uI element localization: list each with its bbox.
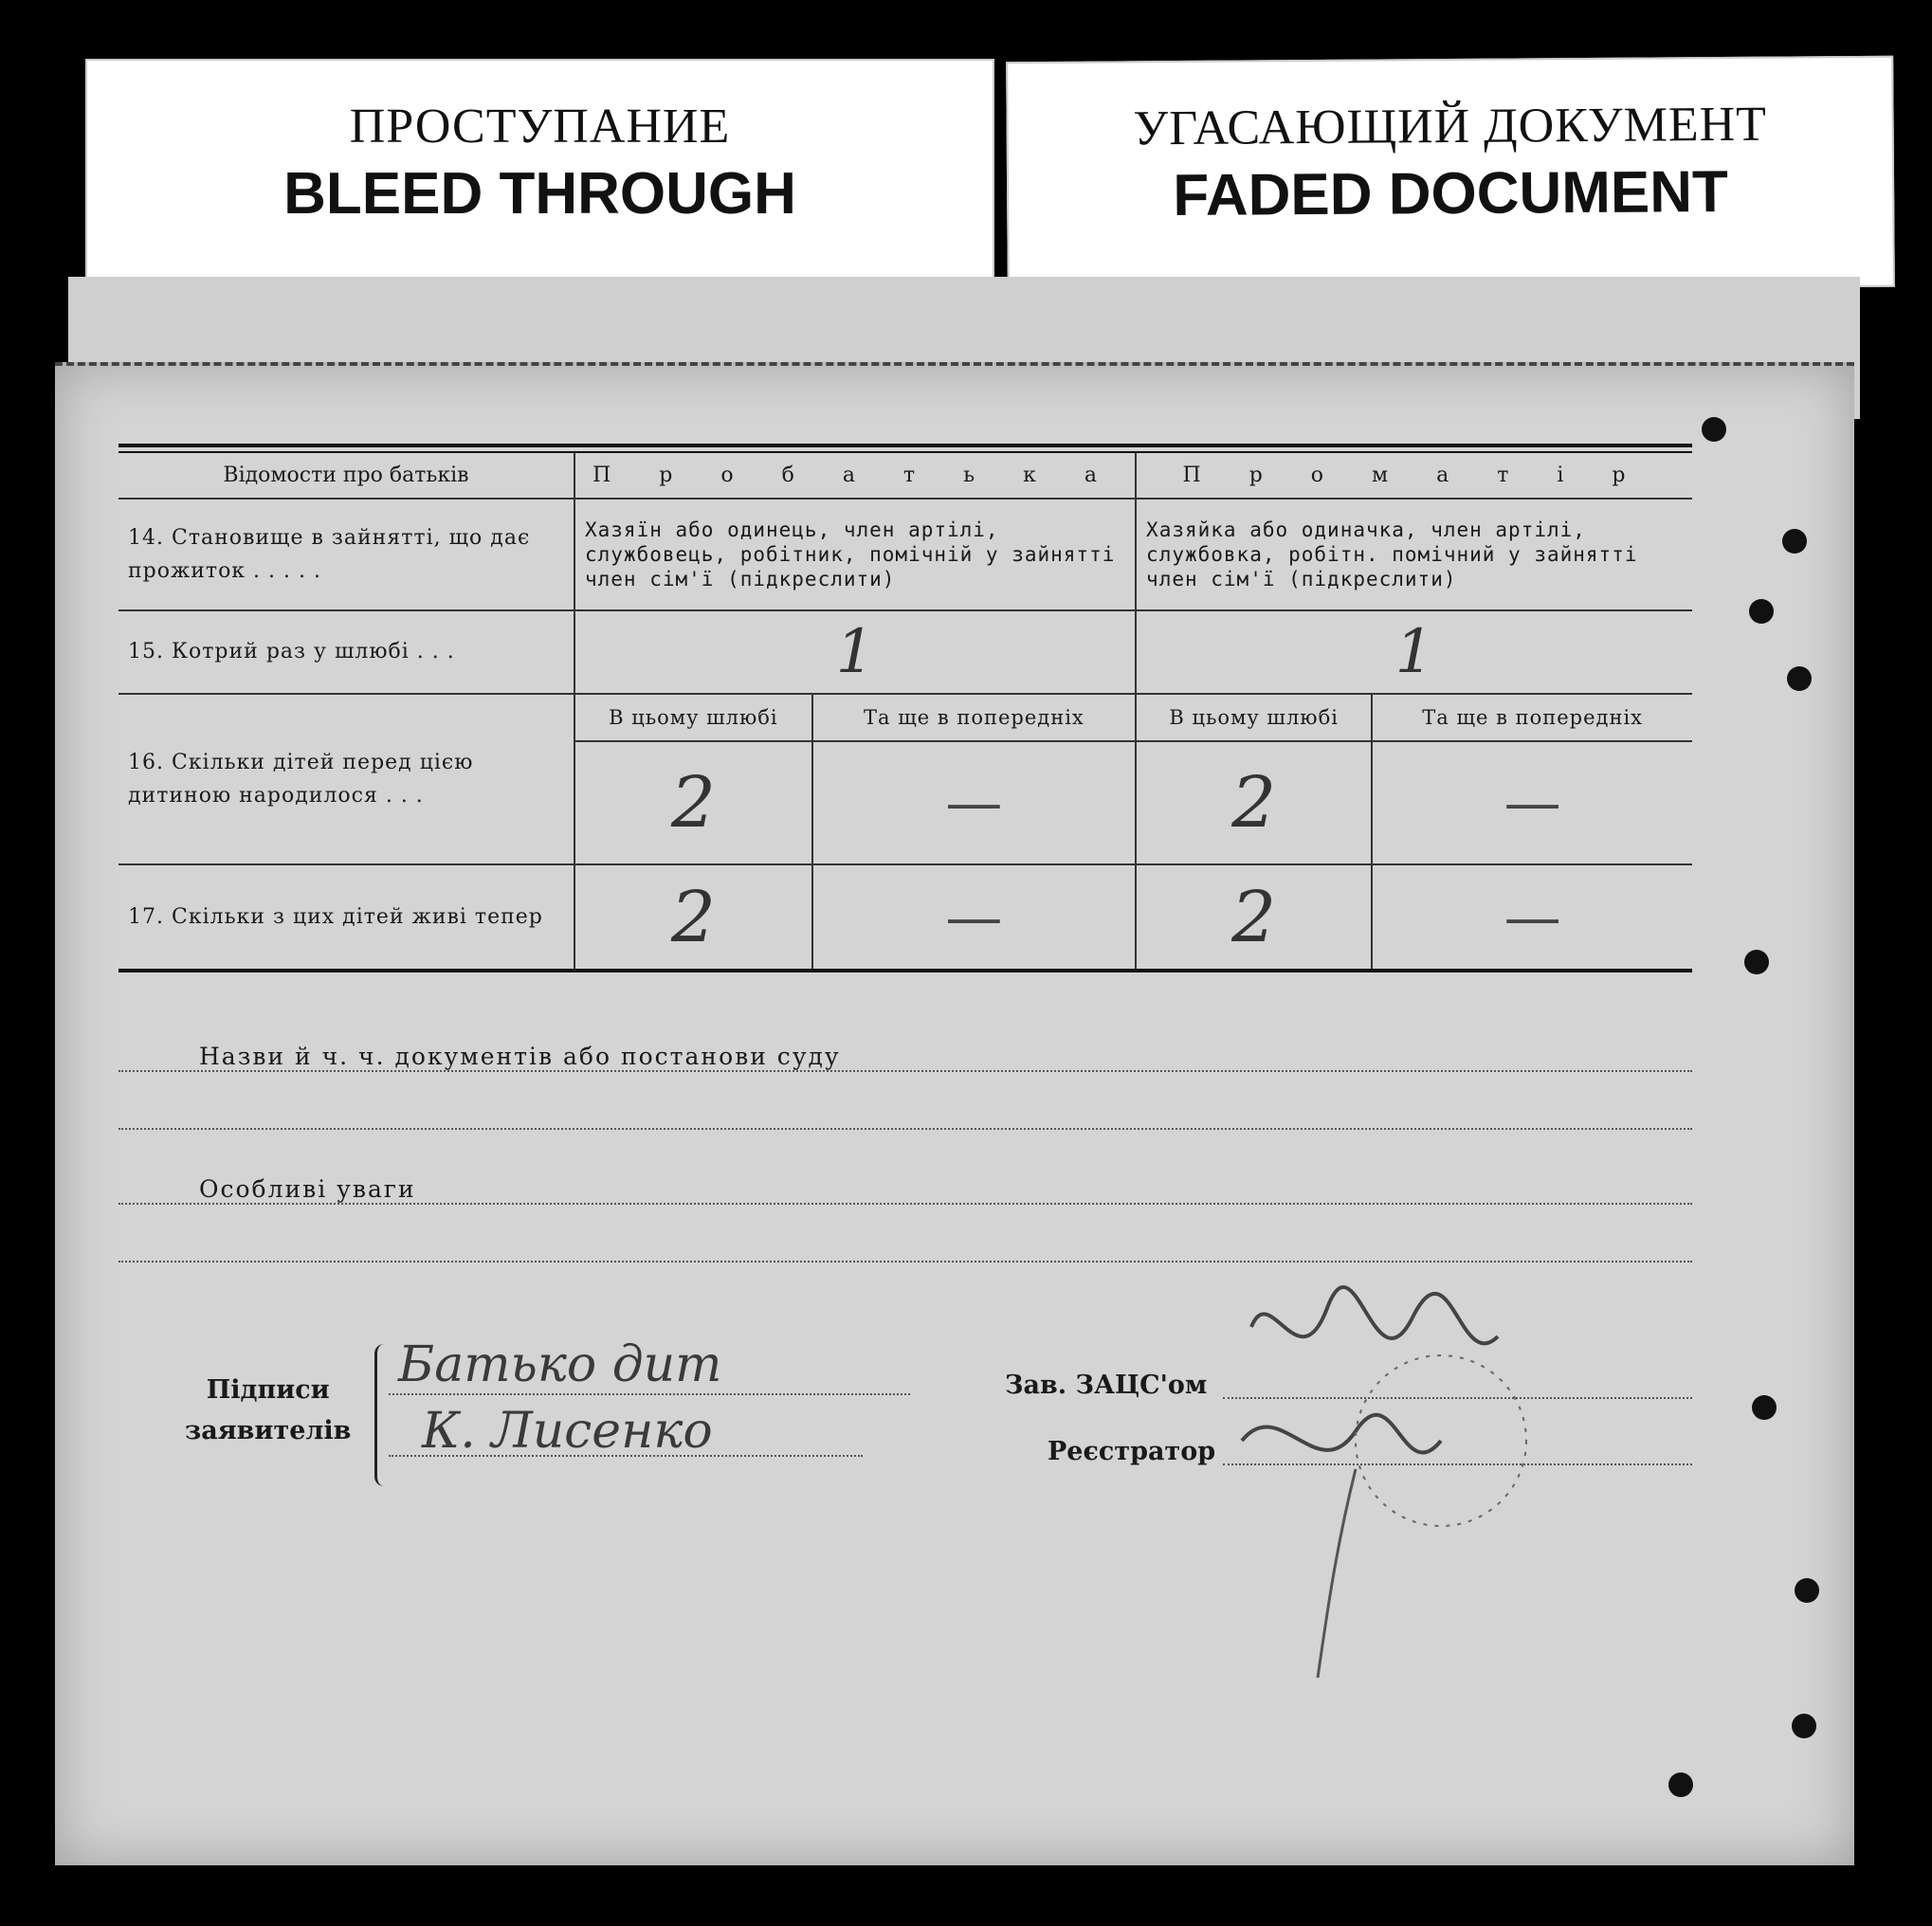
q16-father-this: 2 [574, 741, 812, 864]
applicants-label-1: Підписи [206, 1375, 330, 1405]
label-ru: УГАСАЮЩИЙ ДОКУМЕНТ [1133, 97, 1768, 156]
label-en: FADED DOCUMENT [1173, 158, 1729, 229]
q16-father-prev: — [812, 741, 1136, 864]
punch-hole [1749, 599, 1774, 624]
punch-hole [1792, 1714, 1816, 1738]
q17-father-this: 2 [574, 864, 812, 971]
registrar-label: Реєстратор [1048, 1437, 1216, 1466]
sub-father-this: В цьому шлюбі [574, 694, 812, 741]
label-en: BLEED THROUGH [283, 161, 796, 227]
header-father: П р о б а т ь к а [574, 453, 1136, 499]
q14-father-options: Хазяїн або одинець, член артілі, службовець, робітник, помічній у зайнятті член сім'ї (підкреслити) [574, 499, 1136, 610]
applicants-brace [374, 1344, 389, 1486]
punch-hole [1782, 529, 1807, 554]
applicants-label-2: заявителів [185, 1416, 352, 1446]
applicant-signature-2: К. Лисенко [422, 1403, 713, 1460]
applicants-label [185, 1370, 351, 1451]
question-15: 15. Котрий раз у шлюбі . . . [118, 610, 574, 694]
documents-line-2 [118, 1099, 1692, 1130]
q14-mother-options: Хазяйка або одиначка, член артілі, службовка, робітн. помічний у зайнятті член сім'ї (підкреслити) [1136, 499, 1692, 610]
applicant-line-1 [389, 1393, 910, 1395]
punch-hole [1744, 950, 1769, 974]
perforation-line [55, 362, 1854, 366]
remarks-label: Особливі уваги [199, 1175, 416, 1203]
remarks-line [118, 1175, 1692, 1205]
label-ru: ПРОСТУПАНИЕ [349, 100, 731, 154]
label-card-bleed-through [85, 59, 994, 281]
punch-hole [1795, 1578, 1819, 1603]
applicant-signature-1: Батько дит [398, 1336, 722, 1393]
table-top-rule [118, 444, 1692, 453]
header-mother: П р о м а т і р [1136, 453, 1692, 499]
header-info: Відомости про батьків [118, 453, 574, 499]
punch-hole [1787, 666, 1812, 691]
sub-mother-prev: Та ще в попередніх [1372, 694, 1692, 741]
parents-table [118, 444, 1692, 972]
question-17: 17. Скільки з цих дітей живі тепер [118, 864, 574, 971]
punch-hole [1668, 1772, 1693, 1797]
q16-mother-prev: — [1372, 741, 1692, 864]
label-card-faded-document [1006, 56, 1895, 294]
q17-mother-this: 2 [1136, 864, 1372, 971]
documents-label: Назви й ч. ч. документів або постанови суду [199, 1043, 841, 1070]
q17-mother-prev: — [1372, 864, 1692, 971]
question-16: 16. Скільки дітей перед цією дитиною народилося . . . [118, 694, 574, 864]
documents-line [118, 1043, 1692, 1072]
question-14: 14. Становище в зайнятті, що дає прожиток . . . . . [118, 499, 574, 610]
sub-father-prev: Та ще в попередніх [812, 694, 1136, 741]
q16-mother-this: 2 [1136, 741, 1372, 864]
q15-father-value: 1 [574, 610, 1136, 694]
punch-hole [1702, 417, 1726, 442]
head-label: Зав. ЗАЦС'ом [1005, 1371, 1208, 1400]
official-signature-stamp [1213, 1204, 1612, 1697]
q15-mother-value: 1 [1136, 610, 1692, 694]
sub-mother-this: В цьому шлюбі [1136, 694, 1372, 741]
q17-father-prev: — [812, 864, 1136, 971]
punch-hole [1752, 1395, 1777, 1420]
